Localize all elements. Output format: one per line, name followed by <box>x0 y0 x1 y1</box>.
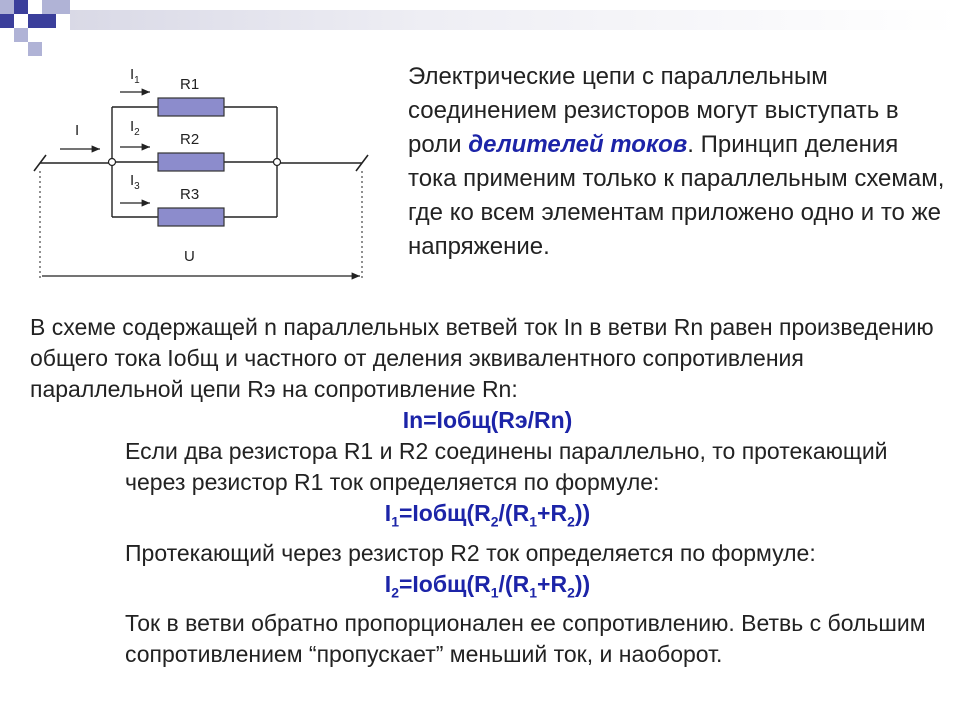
f2-s4: 2 <box>567 513 575 530</box>
current-label-1 <box>130 66 140 86</box>
current-label-total: I <box>75 122 80 139</box>
intro-paragraph <box>408 60 948 264</box>
f2-s3: 1 <box>529 513 538 530</box>
body-text <box>30 312 945 670</box>
f3-t1: I <box>384 570 392 597</box>
f2-t3: /(R <box>498 500 530 526</box>
formula-i1 <box>30 498 945 538</box>
resistor-label-r1: R1 <box>180 76 200 93</box>
corner-decoration <box>0 0 80 60</box>
current-label-1-base: I <box>130 66 135 83</box>
current-label-2-base: I <box>130 118 135 135</box>
decor-square <box>42 0 56 14</box>
current-label-3-base: I <box>130 172 135 189</box>
f3-t5: )) <box>574 570 591 597</box>
formula-in: In=Iобщ(Rэ/Rn) <box>402 407 573 433</box>
paragraph-two-resistors: Если два резистора R1 и R2 соединены параллельно, то протекающий через резистор R1 ток определяется по формуле: <box>125 438 888 495</box>
f2-s2: 2 <box>490 513 499 530</box>
decor-square <box>28 14 42 28</box>
intro-highlight: делителей токов <box>468 131 688 158</box>
intro-text-before: Электрические цепи с параллельным соединением резисторов могут выступать в роли <box>408 63 899 158</box>
decor-square <box>42 14 56 28</box>
current-label-1-sub: 1 <box>134 75 140 86</box>
decor-square <box>0 14 14 28</box>
parallel-circuit-diagram <box>20 55 380 295</box>
f2-s1: 1 <box>391 513 399 530</box>
paragraph-r2-current: Протекающий через резистор R2 ток определяется по формуле: <box>125 539 816 566</box>
voltage-label: U <box>184 248 195 265</box>
f3-s1: 2 <box>391 584 399 601</box>
f2-t1: I <box>384 500 392 526</box>
f2-t2: =Iобщ(R <box>398 500 491 526</box>
decor-square <box>28 42 42 56</box>
resistor-r1 <box>158 98 224 116</box>
intro-text-after: . Принцип деления тока применим только к параллельным схемам, где ко всем элементам приложено одно и то же напряжение. <box>408 131 945 260</box>
paragraph-inverse-proportion: Ток в ветви обратно пропорционален ее сопротивлению. Ветвь с большим сопротивлением “пропускает” меньший ток, и наоборот. <box>125 610 926 668</box>
junction-left <box>109 159 116 166</box>
formula-i2 <box>30 569 945 609</box>
resistor-label-r3: R3 <box>180 186 200 203</box>
f2-t4: +R <box>537 500 568 526</box>
current-label-2-sub: 2 <box>134 127 140 138</box>
resistor-r3 <box>158 208 224 226</box>
f2-t5: )) <box>574 500 591 526</box>
f3-t3: /(R <box>498 570 530 597</box>
junction-right <box>274 159 281 166</box>
f3-s2: 1 <box>490 584 499 601</box>
f3-t2: =Iобщ(R <box>398 570 491 597</box>
decor-square <box>14 0 28 14</box>
decor-square <box>56 0 70 14</box>
current-label-3 <box>130 172 140 192</box>
f3-s4: 2 <box>567 584 575 601</box>
f3-t4: +R <box>537 570 568 597</box>
current-label-3-sub: 3 <box>134 181 140 192</box>
f3-s3: 1 <box>529 584 538 601</box>
header-gradient-bar <box>70 10 960 30</box>
decor-square <box>0 0 14 14</box>
resistor-r2 <box>158 153 224 171</box>
resistor-label-r2: R2 <box>180 131 200 148</box>
paragraph-general-rule: В схеме содержащей n параллельных ветвей ток In в ветви Rn равен произведению общего тока Iобщ и частного от деления эквивалентного сопротивления параллельной цепи Rэ на сопротивление Rn: <box>30 314 934 402</box>
decor-square <box>14 28 28 42</box>
current-label-2 <box>130 118 140 138</box>
